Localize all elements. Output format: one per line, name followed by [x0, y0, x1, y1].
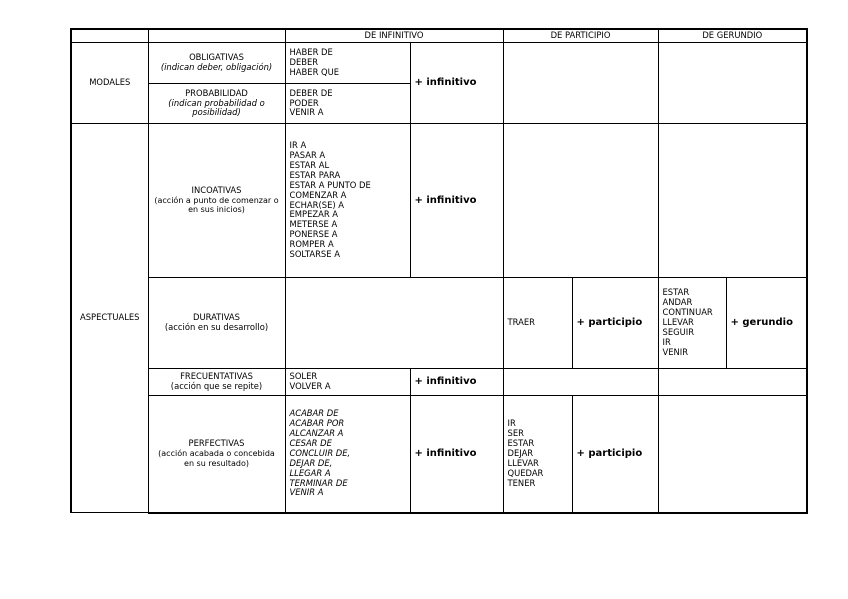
periphrasis-table — [70, 28, 808, 514]
verb-item: DEBER DE — [289, 87, 333, 98]
obligativas-verbs — [285, 43, 410, 84]
verb-item: IR — [507, 418, 516, 429]
frecuentativas-desc: (acción que se repite) — [170, 381, 263, 391]
verb-item: PONERSE A — [289, 229, 338, 240]
durativas-gerundio-suffix: + gerundio — [726, 278, 807, 369]
durativas-cell — [148, 278, 285, 369]
row-frecuentativas — [71, 369, 807, 396]
header-blank-2 — [148, 29, 285, 43]
incoativas-desc: (acción a punto de comenzar o en sus inicios) — [154, 196, 279, 215]
verb-item: CESAR DE — [289, 437, 332, 448]
durativas-title: DURATIVAS — [193, 312, 240, 323]
probabilidad-title: PROBABILIDAD — [185, 87, 248, 98]
obligativas-cell — [148, 43, 285, 84]
verb-item: EMPEZAR A — [289, 209, 339, 220]
frecuentativas-title: FRECUENTATIVAS — [180, 371, 253, 382]
verb-item: TERMINAR DE — [289, 477, 348, 488]
durativas-participio-suffix: + participio — [572, 278, 658, 369]
verb-item: LLEGAR A — [289, 467, 331, 478]
frecuentativas-cell — [148, 369, 285, 396]
verb-item: SEGUIR — [662, 326, 695, 337]
header-infinitivo: DE INFINITIVO — [285, 29, 503, 43]
row-perfectivas — [71, 396, 807, 513]
perfectivas-cell — [148, 396, 285, 513]
obligativas-desc: (indican deber, obligación) — [160, 62, 273, 72]
verb-item: VOLVER A — [289, 381, 331, 391]
incoativas-title: INCOATIVAS — [191, 185, 242, 196]
verb-item: PODER — [289, 97, 319, 108]
verb-item: PASAR A — [289, 149, 326, 160]
verb-item: ESTAR — [507, 437, 535, 448]
perfectivas-verbs — [285, 396, 410, 513]
verb-item: ACABAR POR — [289, 418, 345, 429]
group-modales: MODALES — [71, 43, 148, 124]
verb-item: ESTAR AL — [289, 159, 330, 170]
perfectivas-participio-suffix: + participio — [572, 396, 658, 513]
frecuentativas-verbs — [285, 369, 410, 396]
perfectivas-gerundio-empty — [658, 396, 807, 513]
header-gerundio: DE GERUNDIO — [658, 29, 807, 43]
durativas-infinitivo-empty — [285, 278, 503, 369]
row-durativas — [71, 278, 807, 369]
incoativas-gerundio-empty — [658, 124, 807, 278]
modales-participio-empty — [503, 43, 658, 124]
header-blank-1 — [71, 29, 148, 43]
verb-item: SOLER — [289, 371, 318, 382]
verb-item: QUEDAR — [507, 467, 544, 478]
verb-item: LLEVAR — [662, 317, 694, 328]
frecuentativas-gerundio-empty — [658, 369, 807, 396]
durativas-desc: (acción en su desarrollo) — [164, 322, 269, 332]
verb-item: ROMPER A — [289, 239, 334, 250]
verb-item: LLEVAR — [507, 457, 539, 468]
verb-item: SOLTARSE A — [289, 249, 340, 260]
perfectivas-suffix: + infinitivo — [410, 396, 503, 513]
verb-item: CONTINUAR — [662, 307, 713, 318]
perfectivas-title: PERFECTIVAS — [188, 438, 245, 449]
verb-item: COMENZAR A — [289, 189, 347, 200]
perfectivas-desc: (acción acabada o concebida en su resultado) — [158, 449, 275, 468]
probabilidad-verbs — [285, 84, 410, 124]
header-participio: DE PARTICIPIO — [503, 29, 658, 43]
durativas-gerundio-verbs — [658, 278, 726, 369]
perfectivas-participio-verbs — [503, 396, 572, 513]
group-aspectuales: ASPECTUALES — [71, 124, 148, 513]
verb-item: ESTAR A PUNTO DE — [289, 179, 371, 190]
incoativas-verbs — [285, 124, 410, 278]
verb-item: ALCANZAR A — [289, 427, 344, 438]
verb-item: HABER DE — [289, 47, 333, 58]
incoativas-cell — [148, 124, 285, 278]
verb-item: IR — [662, 336, 671, 347]
verb-item: IR A — [289, 140, 307, 151]
probabilidad-desc: (indican probabilidad o posibilidad) — [168, 97, 265, 118]
verb-item: ESTAR PARA — [289, 169, 341, 180]
verb-item: DEBER — [289, 57, 319, 68]
verb-item: ESTAR — [662, 287, 690, 298]
frecuentativas-participio-empty — [503, 369, 658, 396]
frecuentativas-suffix: + infinitivo — [410, 369, 503, 396]
durativas-participio-verb: TRAER — [503, 278, 572, 369]
incoativas-suffix: + infinitivo — [410, 124, 503, 278]
verb-item: HABER QUE — [289, 66, 340, 77]
row-obligativas — [71, 43, 807, 84]
verb-item: CONCLUIR DE, — [289, 447, 351, 458]
verb-item: METERSE A — [289, 219, 338, 230]
verb-item: VENIR A — [289, 487, 324, 498]
verb-item: VENIR — [662, 346, 689, 357]
incoativas-participio-empty — [503, 124, 658, 278]
verb-item: DEJAR — [507, 447, 534, 458]
modales-gerundio-empty — [658, 43, 807, 124]
header-row — [71, 29, 807, 43]
verb-item: ECHAR(SE) A — [289, 199, 345, 210]
verb-item: DEJAR DE, — [289, 457, 333, 468]
obligativas-title: OBLIGATIVAS — [189, 52, 244, 63]
verb-item: ACABAR DE — [289, 408, 339, 419]
verb-item: SER — [507, 427, 524, 438]
modales-suffix: + infinitivo — [410, 43, 503, 124]
row-incoativas — [71, 124, 807, 278]
verb-item: TENER — [507, 477, 536, 488]
probabilidad-cell — [148, 84, 285, 124]
verb-item: VENIR A — [289, 107, 324, 118]
verb-item: ANDAR — [662, 297, 693, 308]
